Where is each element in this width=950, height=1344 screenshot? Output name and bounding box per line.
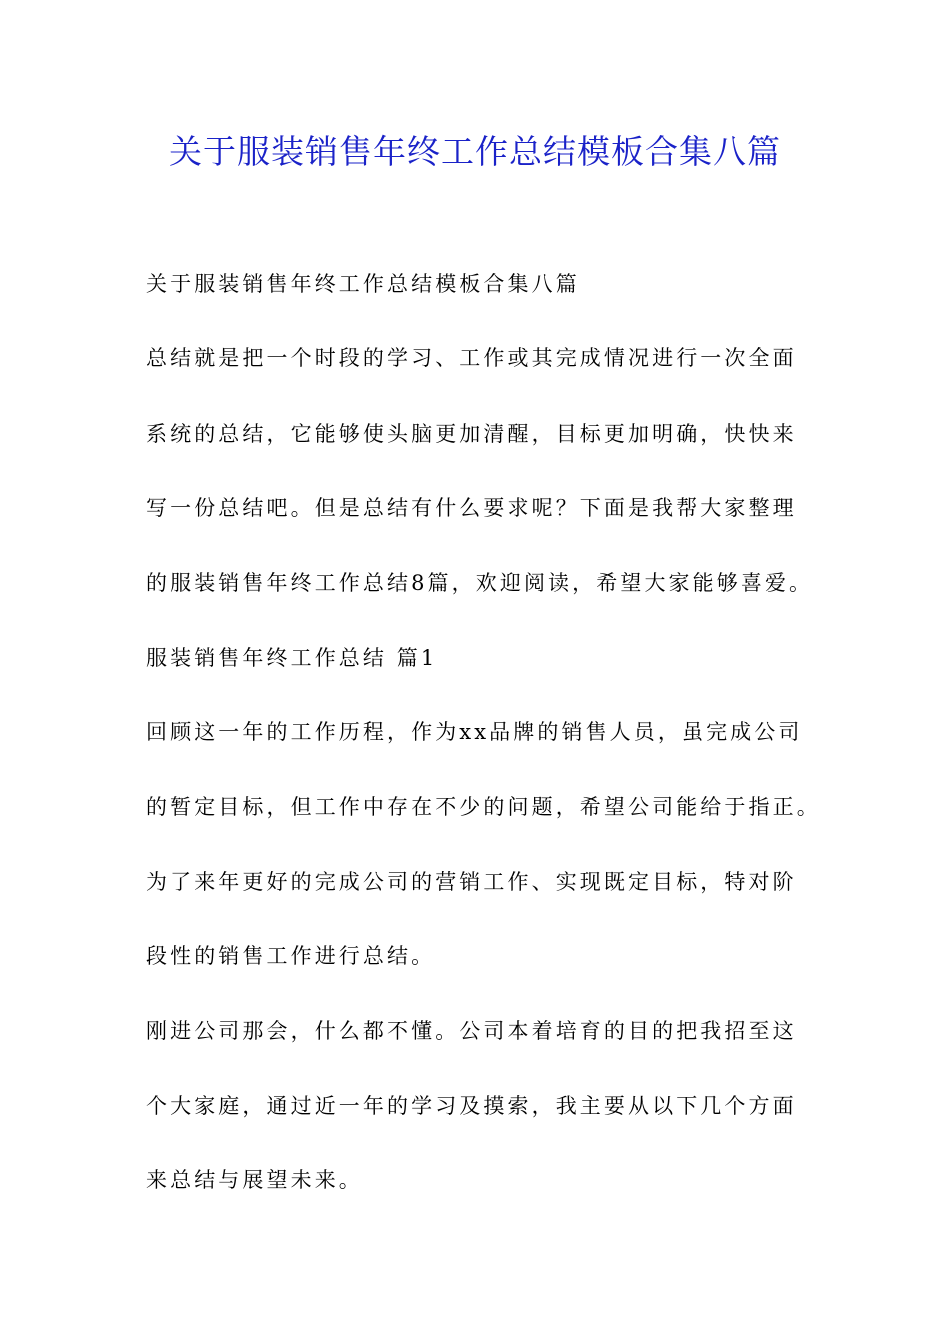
paragraph-line: 回顾这一年的工作历程，作为xx品牌的销售人员，虽完成公司 (146, 720, 803, 744)
paragraph-line: 个大家庭，通过近一年的学习及摸索，我主要从以下几个方面 (146, 1094, 797, 1118)
paragraph-line: 刚进公司那会，什么都不懂。公司本着培育的目的把我招至这 (146, 1019, 797, 1043)
paragraph-line: 来总结与展望未来。 (146, 1168, 363, 1192)
section-heading: 服装销售年终工作总结 篇1 (146, 646, 438, 670)
document-title: 关于服装销售年终工作总结模板合集八篇 (169, 132, 781, 171)
paragraph-line: 系统的总结，它能够使头脑更加清醒，目标更加明确，快快来 (146, 422, 797, 446)
paragraph-line: 为了来年更好的完成公司的营销工作、实现既定目标，特对阶 (146, 870, 797, 894)
paragraph-line: 总结就是把一个时段的学习、工作或其完成情况进行一次全面 (146, 346, 797, 370)
paragraph-line: 段性的销售工作进行总结。 (146, 944, 436, 968)
paragraph-line: 写一份总结吧。但是总结有什么要求呢？下面是我帮大家整理 (146, 496, 797, 520)
subtitle-line: 关于服装销售年终工作总结模板合集八篇 (146, 272, 580, 296)
paragraph-line: 的暂定目标，但工作中存在不少的问题，希望公司能给于指正。 (146, 795, 821, 819)
paragraph-line: 的服装销售年终工作总结8篇，欢迎阅读，希望大家能够喜爱。 (146, 571, 814, 595)
